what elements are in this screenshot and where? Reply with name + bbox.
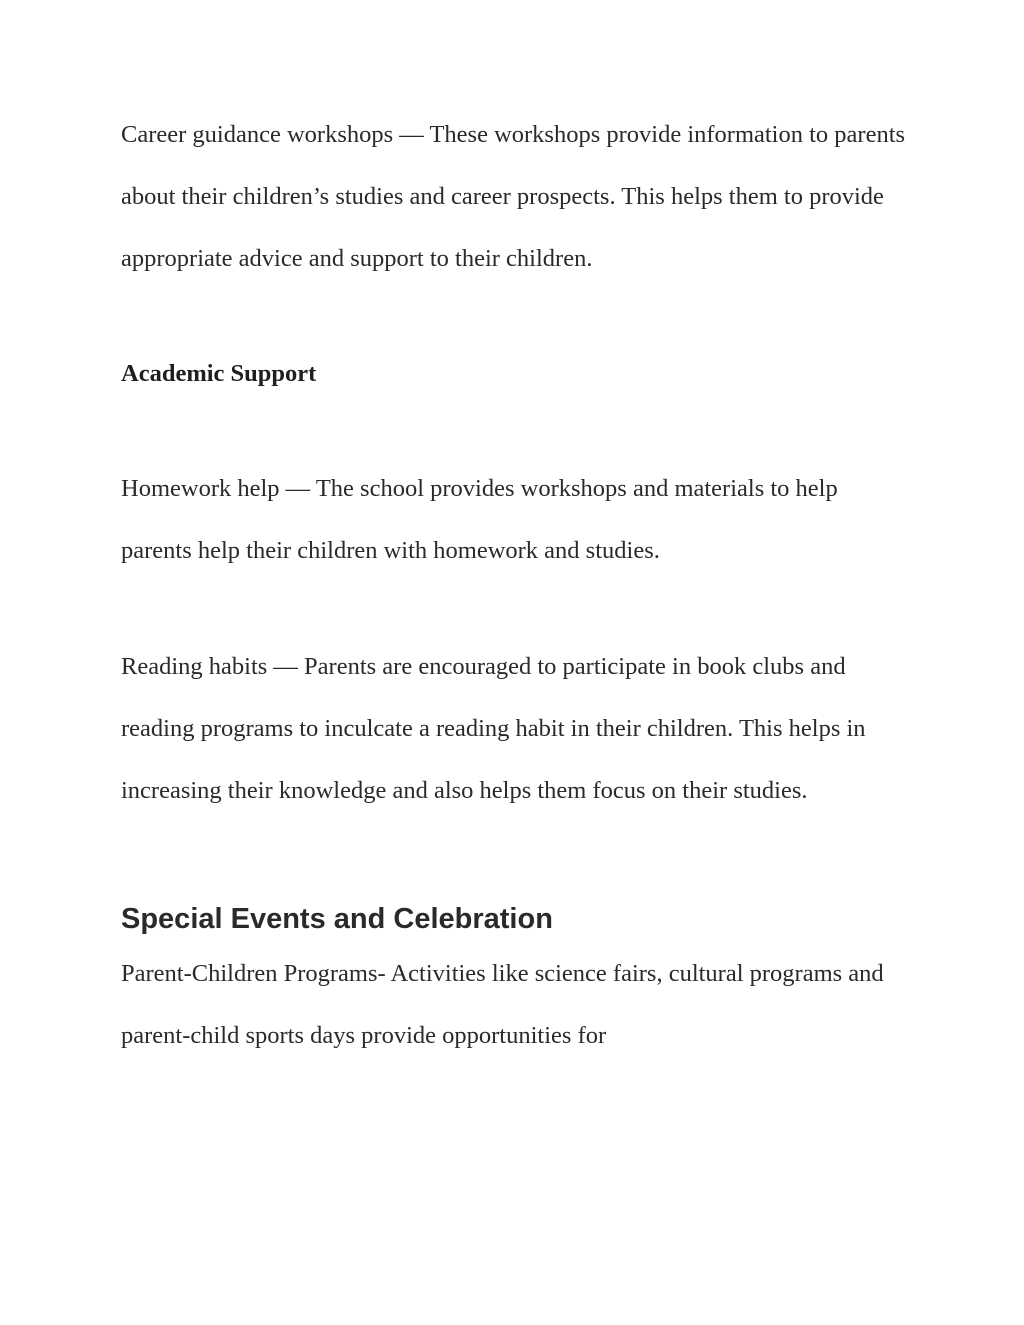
- spacer: [121, 405, 911, 458]
- spacer: [121, 582, 911, 636]
- heading-special-events: Special Events and Celebration: [121, 903, 553, 935]
- spacer: [121, 290, 911, 343]
- subheading-academic-support: Academic Support: [121, 360, 317, 387]
- spacer: [121, 822, 911, 899]
- paragraph-homework-help: Homework help — The school provides workshops and materials to help parents help their children with homework and studies.: [121, 475, 838, 564]
- paragraph-parent-children-programs: Parent-Children Programs- Activities like science fairs, cultural programs and parent-child sports days provide opportunities for: [121, 960, 884, 1049]
- paragraph-career-guidance: Career guidance workshops — These workshops provide information to parents about their children’s studies and career prospects. This helps them to provide appropriate advice and support to their children.: [121, 121, 906, 272]
- paragraph-reading-habits: Reading habits — Parents are encouraged to participate in book clubs and reading programs to inculcate a reading habit in their children. This helps in increasing their knowledge and also helps them focus on their studies.: [121, 653, 866, 804]
- document-body: [121, 104, 911, 1067]
